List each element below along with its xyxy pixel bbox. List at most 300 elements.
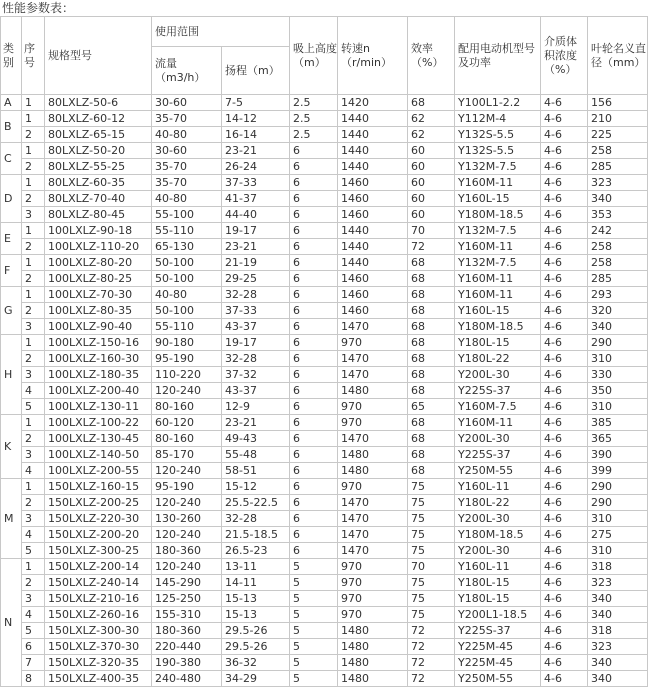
seq-cell: 3 xyxy=(22,367,45,383)
suction-cell: 6 xyxy=(290,287,338,303)
header-suction: 吸上高度（m） xyxy=(290,17,338,95)
seq-cell: 2 xyxy=(22,271,45,287)
impeller-cell: 340 xyxy=(588,671,648,687)
model-cell: 100LXLZ-130-11 xyxy=(45,399,152,415)
speed-cell: 1460 xyxy=(338,175,408,191)
efficiency-cell: 60 xyxy=(408,175,455,191)
header-efficiency: 效率（%） xyxy=(408,17,455,95)
suction-cell: 6 xyxy=(290,239,338,255)
head-cell: 26.5-23 xyxy=(222,543,290,559)
seq-cell: 1 xyxy=(22,255,45,271)
header-flow: 流量（m3/h） xyxy=(152,47,222,95)
seq-cell: 2 xyxy=(22,495,45,511)
head-cell: 55-48 xyxy=(222,447,290,463)
seq-cell: 4 xyxy=(22,383,45,399)
motor-cell: Y132M-7.5 xyxy=(455,159,541,175)
speed-cell: 1480 xyxy=(338,447,408,463)
model-cell: 100LXLZ-100-22 xyxy=(45,415,152,431)
impeller-cell: 310 xyxy=(588,399,648,415)
concentration-cell: 4-6 xyxy=(541,319,588,335)
suction-cell: 2.5 xyxy=(290,127,338,143)
suction-cell: 6 xyxy=(290,463,338,479)
header-impeller: 叶轮名义直径（mm） xyxy=(588,17,648,95)
category-cell: H xyxy=(1,335,22,415)
impeller-cell: 318 xyxy=(588,623,648,639)
seq-cell: 4 xyxy=(22,527,45,543)
head-cell: 32-28 xyxy=(222,287,290,303)
flow-cell: 240-480 xyxy=(152,671,222,687)
suction-cell: 6 xyxy=(290,191,338,207)
efficiency-cell: 60 xyxy=(408,159,455,175)
motor-cell: Y132S-5.5 xyxy=(455,143,541,159)
speed-cell: 970 xyxy=(338,399,408,415)
impeller-cell: 340 xyxy=(588,591,648,607)
suction-cell: 6 xyxy=(290,207,338,223)
seq-cell: 2 xyxy=(22,159,45,175)
flow-cell: 80-160 xyxy=(152,399,222,415)
motor-cell: Y200L-30 xyxy=(455,511,541,527)
motor-cell: Y180M-18.5 xyxy=(455,319,541,335)
table-row xyxy=(1,255,648,271)
impeller-cell: 320 xyxy=(588,303,648,319)
head-cell: 43-37 xyxy=(222,383,290,399)
seq-cell: 1 xyxy=(22,175,45,191)
head-cell: 58-51 xyxy=(222,463,290,479)
impeller-cell: 350 xyxy=(588,383,648,399)
motor-cell: Y160L-15 xyxy=(455,303,541,319)
table-row xyxy=(1,95,648,111)
model-cell: 100LXLZ-80-35 xyxy=(45,303,152,319)
concentration-cell: 4-6 xyxy=(541,607,588,623)
speed-cell: 1480 xyxy=(338,655,408,671)
category-cell: C xyxy=(1,143,22,175)
speed-cell: 970 xyxy=(338,335,408,351)
efficiency-cell: 62 xyxy=(408,111,455,127)
motor-cell: Y160M-11 xyxy=(455,287,541,303)
suction-cell: 5 xyxy=(290,559,338,575)
suction-cell: 5 xyxy=(290,639,338,655)
flow-cell: 145-290 xyxy=(152,575,222,591)
motor-cell: Y160M-11 xyxy=(455,271,541,287)
seq-cell: 5 xyxy=(22,623,45,639)
concentration-cell: 4-6 xyxy=(541,143,588,159)
seq-cell: 5 xyxy=(22,543,45,559)
concentration-cell: 4-6 xyxy=(541,255,588,271)
seq-cell: 2 xyxy=(22,127,45,143)
table-row xyxy=(1,527,648,543)
impeller-cell: 399 xyxy=(588,463,648,479)
impeller-cell: 340 xyxy=(588,191,648,207)
model-cell: 100LXLZ-200-40 xyxy=(45,383,152,399)
efficiency-cell: 75 xyxy=(408,607,455,623)
header-usage-range: 使用范围 xyxy=(152,17,290,47)
model-cell: 80LXLZ-50-6 xyxy=(45,95,152,111)
motor-cell: Y225S-37 xyxy=(455,383,541,399)
table-row xyxy=(1,335,648,351)
impeller-cell: 258 xyxy=(588,143,648,159)
concentration-cell: 4-6 xyxy=(541,271,588,287)
head-cell: 36-32 xyxy=(222,655,290,671)
table-body xyxy=(1,95,648,687)
efficiency-cell: 60 xyxy=(408,191,455,207)
table-row xyxy=(1,431,648,447)
efficiency-cell: 72 xyxy=(408,671,455,687)
speed-cell: 1470 xyxy=(338,319,408,335)
table-row xyxy=(1,287,648,303)
head-cell: 32-28 xyxy=(222,351,290,367)
concentration-cell: 4-6 xyxy=(541,335,588,351)
head-cell: 37-32 xyxy=(222,367,290,383)
flow-cell: 50-100 xyxy=(152,271,222,287)
model-cell: 80LXLZ-80-45 xyxy=(45,207,152,223)
flow-cell: 180-360 xyxy=(152,623,222,639)
table-caption: 性能参数表： xyxy=(2,1,75,15)
impeller-cell: 290 xyxy=(588,479,648,495)
suction-cell: 6 xyxy=(290,399,338,415)
speed-cell: 1460 xyxy=(338,303,408,319)
motor-cell: Y160L-11 xyxy=(455,559,541,575)
speed-cell: 1480 xyxy=(338,383,408,399)
flow-cell: 95-190 xyxy=(152,479,222,495)
head-cell: 29.5-26 xyxy=(222,623,290,639)
seq-cell: 5 xyxy=(22,399,45,415)
flow-cell: 40-80 xyxy=(152,191,222,207)
head-cell: 15-13 xyxy=(222,607,290,623)
model-cell: 100LXLZ-80-20 xyxy=(45,255,152,271)
concentration-cell: 4-6 xyxy=(541,95,588,111)
speed-cell: 1470 xyxy=(338,527,408,543)
motor-cell: Y100L1-2.2 xyxy=(455,95,541,111)
table-row xyxy=(1,111,648,127)
seq-cell: 3 xyxy=(22,511,45,527)
flow-cell: 50-100 xyxy=(152,303,222,319)
concentration-cell: 4-6 xyxy=(541,383,588,399)
impeller-cell: 323 xyxy=(588,575,648,591)
efficiency-cell: 65 xyxy=(408,399,455,415)
suction-cell: 6 xyxy=(290,543,338,559)
concentration-cell: 4-6 xyxy=(541,223,588,239)
impeller-cell: 310 xyxy=(588,543,648,559)
concentration-cell: 4-6 xyxy=(541,111,588,127)
impeller-cell: 290 xyxy=(588,335,648,351)
concentration-cell: 4-6 xyxy=(541,495,588,511)
seq-cell: 3 xyxy=(22,319,45,335)
speed-cell: 970 xyxy=(338,479,408,495)
head-cell: 15-13 xyxy=(222,591,290,607)
model-cell: 150LXLZ-370-30 xyxy=(45,639,152,655)
seq-cell: 2 xyxy=(22,239,45,255)
motor-cell: Y160L-15 xyxy=(455,191,541,207)
flow-cell: 35-70 xyxy=(152,175,222,191)
seq-cell: 1 xyxy=(22,287,45,303)
seq-cell: 2 xyxy=(22,351,45,367)
concentration-cell: 4-6 xyxy=(541,399,588,415)
suction-cell: 6 xyxy=(290,431,338,447)
suction-cell: 6 xyxy=(290,223,338,239)
efficiency-cell: 75 xyxy=(408,511,455,527)
efficiency-cell: 72 xyxy=(408,639,455,655)
flow-cell: 40-80 xyxy=(152,287,222,303)
suction-cell: 6 xyxy=(290,479,338,495)
table-header xyxy=(1,17,648,95)
category-cell: D xyxy=(1,175,22,223)
head-cell: 43-37 xyxy=(222,319,290,335)
seq-cell: 1 xyxy=(22,479,45,495)
suction-cell: 6 xyxy=(290,175,338,191)
efficiency-cell: 68 xyxy=(408,351,455,367)
model-cell: 150LXLZ-160-15 xyxy=(45,479,152,495)
head-cell: 21.5-18.5 xyxy=(222,527,290,543)
model-cell: 150LXLZ-400-35 xyxy=(45,671,152,687)
concentration-cell: 4-6 xyxy=(541,447,588,463)
efficiency-cell: 68 xyxy=(408,415,455,431)
motor-cell: Y250M-55 xyxy=(455,463,541,479)
motor-cell: Y132M-7.5 xyxy=(455,255,541,271)
model-cell: 80LXLZ-65-15 xyxy=(45,127,152,143)
table-row xyxy=(1,495,648,511)
impeller-cell: 285 xyxy=(588,159,648,175)
flow-cell: 30-60 xyxy=(152,143,222,159)
flow-cell: 85-170 xyxy=(152,447,222,463)
model-cell: 150LXLZ-240-14 xyxy=(45,575,152,591)
model-cell: 150LXLZ-200-14 xyxy=(45,559,152,575)
table-row xyxy=(1,319,648,335)
seq-cell: 3 xyxy=(22,447,45,463)
table-row xyxy=(1,511,648,527)
model-cell: 150LXLZ-200-25 xyxy=(45,495,152,511)
motor-cell: Y132M-7.5 xyxy=(455,223,541,239)
flow-cell: 55-100 xyxy=(152,207,222,223)
efficiency-cell: 68 xyxy=(408,271,455,287)
table-row xyxy=(1,303,648,319)
flow-cell: 90-180 xyxy=(152,335,222,351)
concentration-cell: 4-6 xyxy=(541,559,588,575)
speed-cell: 1420 xyxy=(338,95,408,111)
performance-table xyxy=(0,16,648,687)
impeller-cell: 390 xyxy=(588,447,648,463)
seq-cell: 2 xyxy=(22,303,45,319)
flow-cell: 120-240 xyxy=(152,559,222,575)
head-cell: 12-9 xyxy=(222,399,290,415)
impeller-cell: 323 xyxy=(588,175,648,191)
seq-cell: 8 xyxy=(22,671,45,687)
flow-cell: 120-240 xyxy=(152,527,222,543)
motor-cell: Y180M-18.5 xyxy=(455,527,541,543)
impeller-cell: 353 xyxy=(588,207,648,223)
head-cell: 14-12 xyxy=(222,111,290,127)
motor-cell: Y180L-22 xyxy=(455,351,541,367)
table-row xyxy=(1,239,648,255)
flow-cell: 120-240 xyxy=(152,383,222,399)
motor-cell: Y200L1-18.5 xyxy=(455,607,541,623)
table-row xyxy=(1,607,648,623)
suction-cell: 5 xyxy=(290,655,338,671)
suction-cell: 2.5 xyxy=(290,95,338,111)
suction-cell: 6 xyxy=(290,351,338,367)
impeller-cell: 365 xyxy=(588,431,648,447)
head-cell: 23-21 xyxy=(222,415,290,431)
head-cell: 32-28 xyxy=(222,511,290,527)
speed-cell: 970 xyxy=(338,575,408,591)
model-cell: 150LXLZ-300-25 xyxy=(45,543,152,559)
head-cell: 34-29 xyxy=(222,671,290,687)
model-cell: 100LXLZ-180-35 xyxy=(45,367,152,383)
suction-cell: 6 xyxy=(290,143,338,159)
speed-cell: 1440 xyxy=(338,143,408,159)
concentration-cell: 4-6 xyxy=(541,175,588,191)
impeller-cell: 258 xyxy=(588,255,648,271)
seq-cell: 1 xyxy=(22,95,45,111)
model-cell: 100LXLZ-110-20 xyxy=(45,239,152,255)
motor-cell: Y160L-11 xyxy=(455,479,541,495)
concentration-cell: 4-6 xyxy=(541,431,588,447)
model-cell: 150LXLZ-210-16 xyxy=(45,591,152,607)
speed-cell: 1470 xyxy=(338,495,408,511)
efficiency-cell: 75 xyxy=(408,495,455,511)
motor-cell: Y180M-18.5 xyxy=(455,207,541,223)
header-category: 类别 xyxy=(1,17,22,95)
table-row xyxy=(1,271,648,287)
speed-cell: 1440 xyxy=(338,239,408,255)
head-cell: 49-43 xyxy=(222,431,290,447)
table-row xyxy=(1,447,648,463)
table-row xyxy=(1,127,648,143)
flow-cell: 30-60 xyxy=(152,95,222,111)
impeller-cell: 285 xyxy=(588,271,648,287)
concentration-cell: 4-6 xyxy=(541,543,588,559)
efficiency-cell: 68 xyxy=(408,367,455,383)
seq-cell: 3 xyxy=(22,207,45,223)
flow-cell: 190-380 xyxy=(152,655,222,671)
speed-cell: 970 xyxy=(338,559,408,575)
table-row xyxy=(1,383,648,399)
flow-cell: 35-70 xyxy=(152,111,222,127)
flow-cell: 80-160 xyxy=(152,431,222,447)
table-row xyxy=(1,159,648,175)
header-concentration: 介质体积浓度（%） xyxy=(541,17,588,95)
efficiency-cell: 68 xyxy=(408,447,455,463)
head-cell: 15-12 xyxy=(222,479,290,495)
motor-cell: Y180L-15 xyxy=(455,575,541,591)
head-cell: 29-25 xyxy=(222,271,290,287)
head-cell: 37-33 xyxy=(222,303,290,319)
model-cell: 100LXLZ-140-50 xyxy=(45,447,152,463)
seq-cell: 1 xyxy=(22,223,45,239)
speed-cell: 970 xyxy=(338,591,408,607)
efficiency-cell: 68 xyxy=(408,303,455,319)
speed-cell: 1460 xyxy=(338,207,408,223)
table-row xyxy=(1,207,648,223)
efficiency-cell: 75 xyxy=(408,575,455,591)
suction-cell: 5 xyxy=(290,591,338,607)
category-cell: K xyxy=(1,415,22,479)
table-row xyxy=(1,175,648,191)
seq-cell: 2 xyxy=(22,191,45,207)
speed-cell: 1440 xyxy=(338,255,408,271)
table-row xyxy=(1,223,648,239)
model-cell: 150LXLZ-200-20 xyxy=(45,527,152,543)
suction-cell: 6 xyxy=(290,495,338,511)
speed-cell: 1470 xyxy=(338,543,408,559)
model-cell: 100LXLZ-80-25 xyxy=(45,271,152,287)
speed-cell: 1470 xyxy=(338,431,408,447)
impeller-cell: 340 xyxy=(588,319,648,335)
efficiency-cell: 72 xyxy=(408,655,455,671)
header-head: 扬程（m） xyxy=(222,47,290,95)
flow-cell: 40-80 xyxy=(152,127,222,143)
head-cell: 14-11 xyxy=(222,575,290,591)
speed-cell: 1440 xyxy=(338,223,408,239)
flow-cell: 120-240 xyxy=(152,463,222,479)
flow-cell: 110-220 xyxy=(152,367,222,383)
head-cell: 7-5 xyxy=(222,95,290,111)
suction-cell: 6 xyxy=(290,511,338,527)
head-cell: 26-24 xyxy=(222,159,290,175)
motor-cell: Y200L-30 xyxy=(455,543,541,559)
category-cell: M xyxy=(1,479,22,559)
efficiency-cell: 68 xyxy=(408,383,455,399)
seq-cell: 4 xyxy=(22,607,45,623)
head-cell: 25.5-22.5 xyxy=(222,495,290,511)
model-cell: 80LXLZ-55-25 xyxy=(45,159,152,175)
speed-cell: 1460 xyxy=(338,287,408,303)
impeller-cell: 225 xyxy=(588,127,648,143)
efficiency-cell: 70 xyxy=(408,559,455,575)
efficiency-cell: 68 xyxy=(408,319,455,335)
motor-cell: Y200L-30 xyxy=(455,367,541,383)
seq-cell: 1 xyxy=(22,111,45,127)
seq-cell: 1 xyxy=(22,415,45,431)
seq-cell: 3 xyxy=(22,591,45,607)
motor-cell: Y160M-11 xyxy=(455,415,541,431)
flow-cell: 35-70 xyxy=(152,159,222,175)
head-cell: 37-33 xyxy=(222,175,290,191)
model-cell: 100LXLZ-150-16 xyxy=(45,335,152,351)
category-cell: A xyxy=(1,95,22,111)
suction-cell: 6 xyxy=(290,255,338,271)
motor-cell: Y250M-55 xyxy=(455,671,541,687)
efficiency-cell: 62 xyxy=(408,127,455,143)
table-row xyxy=(1,415,648,431)
speed-cell: 1470 xyxy=(338,367,408,383)
efficiency-cell: 68 xyxy=(408,287,455,303)
model-cell: 100LXLZ-90-18 xyxy=(45,223,152,239)
concentration-cell: 4-6 xyxy=(541,191,588,207)
concentration-cell: 4-6 xyxy=(541,527,588,543)
header-seq: 序号 xyxy=(22,17,45,95)
head-cell: 44-40 xyxy=(222,207,290,223)
model-cell: 100LXLZ-90-40 xyxy=(45,319,152,335)
flow-cell: 60-120 xyxy=(152,415,222,431)
category-cell: B xyxy=(1,111,22,143)
efficiency-cell: 72 xyxy=(408,239,455,255)
motor-cell: Y180L-15 xyxy=(455,335,541,351)
speed-cell: 1460 xyxy=(338,271,408,287)
concentration-cell: 4-6 xyxy=(541,239,588,255)
table-row xyxy=(1,575,648,591)
head-cell: 13-11 xyxy=(222,559,290,575)
model-cell: 100LXLZ-130-45 xyxy=(45,431,152,447)
table-row xyxy=(1,191,648,207)
efficiency-cell: 68 xyxy=(408,335,455,351)
speed-cell: 970 xyxy=(338,607,408,623)
header-model: 规格型号 xyxy=(45,17,152,95)
flow-cell: 125-250 xyxy=(152,591,222,607)
speed-cell: 1480 xyxy=(338,463,408,479)
impeller-cell: 323 xyxy=(588,639,648,655)
impeller-cell: 310 xyxy=(588,351,648,367)
category-cell: F xyxy=(1,255,22,287)
